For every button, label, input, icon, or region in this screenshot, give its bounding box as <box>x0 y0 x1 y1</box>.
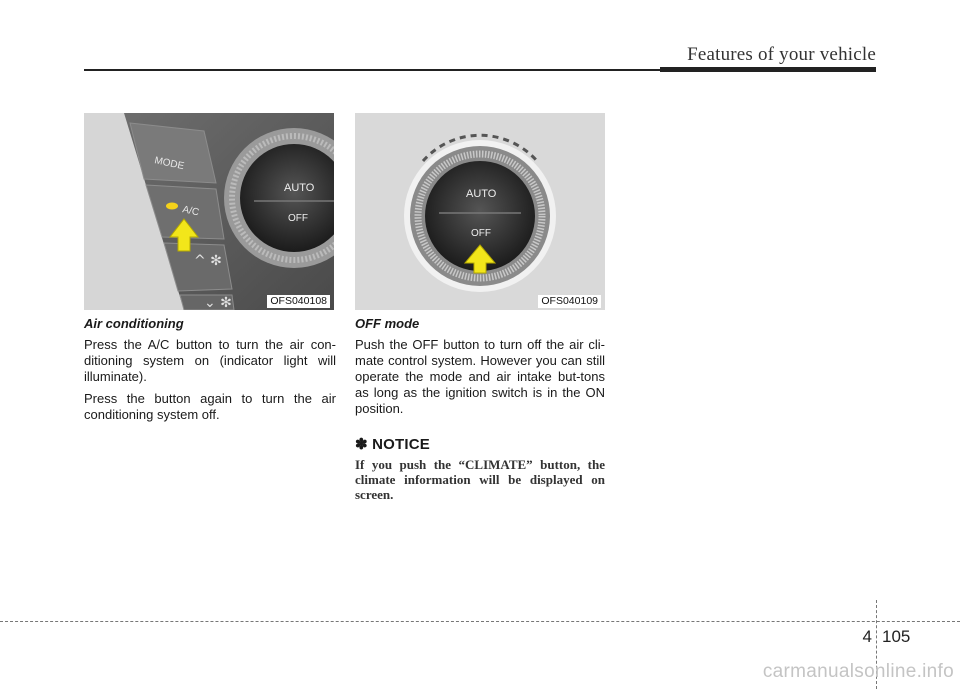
header-title: Features of your vehicle <box>687 44 876 65</box>
notice-title: ✽ NOTICE <box>355 436 431 453</box>
right-column <box>355 316 605 502</box>
body-paragraph: Press the A/C button to turn the air con-ditioning system on (indicator light will illuminate). <box>84 337 336 384</box>
mode-button-label: MODE <box>153 155 186 173</box>
ac-indicator-light <box>166 203 178 210</box>
body-paragraph: Push the OFF button to turn off the air cli-mate control system. However you can still operate the mode and air intake but-tons as long as the ignition switch is in the ON position. <box>355 337 605 416</box>
figure-code: OFS040109 <box>538 295 601 308</box>
notice-body: If you push the “CLIMATE” button, the climate information will be displayed on screen. <box>355 457 605 502</box>
section-heading: OFF mode <box>355 316 420 331</box>
fan-up-icon: ^ ✻ <box>194 253 222 269</box>
auto-button-label: AUTO <box>466 188 497 200</box>
figure-code: OFS040108 <box>267 295 330 308</box>
left-column <box>84 316 336 429</box>
figure-off-button <box>355 113 605 310</box>
header-rule-bold <box>660 67 876 72</box>
ac-button-label: A/C <box>181 204 200 219</box>
page-number: 105 <box>882 627 911 646</box>
off-button-label: OFF <box>288 213 308 224</box>
fan-down-icon: ⌄ ✻ <box>204 295 232 310</box>
auto-button-label: AUTO <box>284 182 315 194</box>
body-paragraph: Press the button again to turn the air conditioning system off. <box>84 391 336 422</box>
chapter-number: 4 <box>862 627 872 646</box>
footer-rule <box>0 621 960 622</box>
watermark: carmanualsonline.info <box>762 661 954 682</box>
off-button-label: OFF <box>471 228 491 239</box>
ac-panel-illustration <box>84 113 334 310</box>
header-rule <box>84 69 660 71</box>
off-knob-illustration <box>355 113 605 310</box>
section-heading: Air conditioning <box>84 316 184 331</box>
figure-ac-button <box>84 113 334 310</box>
